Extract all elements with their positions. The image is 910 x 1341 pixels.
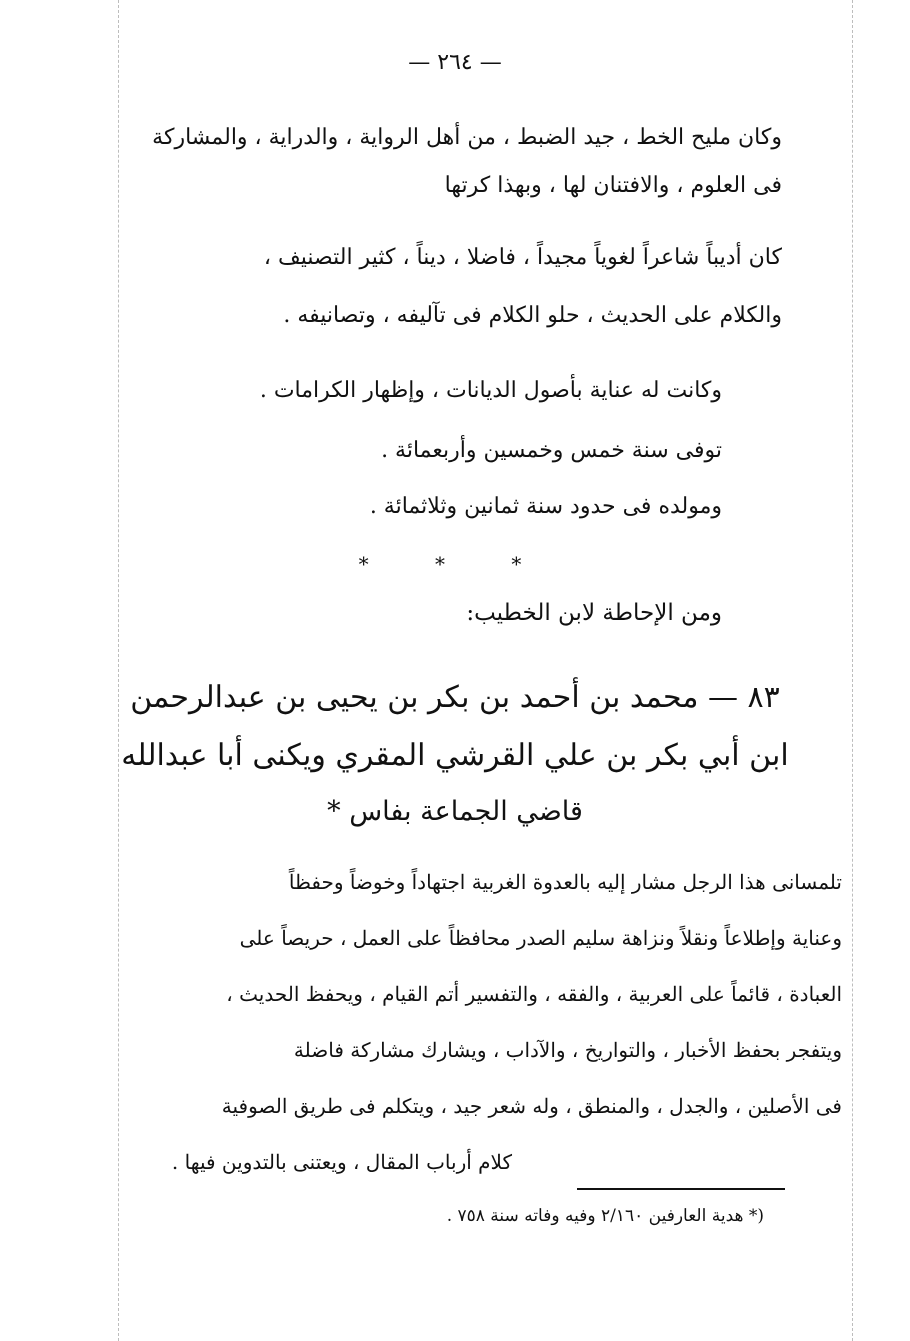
text-line: تلمسانى هذا الرجل مشار إليه بالعدوة الغربية اجتهاداً وخوضاً وحفظاً — [288, 870, 842, 894]
entry-title-line-2: ابن أبي بكر بن علي القرشي المقري ويكنى أبا عبدالله — [121, 738, 789, 773]
text-line: كان أديباً شاعراً لغوياً مجيداً ، فاضلا ، ديناً ، كثير التصنيف ، — [263, 245, 782, 270]
paragraph-death-birth — [162, 378, 722, 528]
text-line: العبادة ، قائماً على العربية ، والفقه ، والتفسير أتم القيام ، ويحفظ الحديث ، — [226, 982, 842, 1006]
entry-title-line-3: قاضي الجماعة بفاس * — [327, 796, 583, 827]
biography-paragraph — [102, 870, 842, 1174]
text-line: فى العلوم ، والافتنان لها ، وبهذا كرتها — [444, 173, 782, 198]
death-date-line: توفى سنة خمس وخمسين وأربعمائة . — [381, 438, 722, 463]
birth-date-line: ومولده فى حدود سنة ثمانين وثلاثمائة . — [369, 494, 722, 519]
text-line: وكانت له عناية بأصول الديانات ، وإظهار الكرامات . — [259, 378, 722, 403]
text-line: ويتفجر بحفظ الأخبار ، والتواريخ ، والآداب ، ويشارك مشاركة فاضلة — [293, 1038, 842, 1062]
text-line: والكلام على الحديث ، حلو الكلام فى تآليفه ، وتصانيفه . — [283, 303, 782, 328]
paragraph-author-description — [102, 245, 782, 345]
text-line: وكان مليح الخط ، جيد الضبط ، من أهل الرواية ، والدراية ، والمشاركة — [152, 125, 782, 150]
text-line: وعناية وإطلاعاً ونقلاً ونزاهة سليم الصدر محافظاً على العمل ، حريصاً على — [239, 926, 842, 950]
page-number: — ٢٦٤ — — [408, 50, 502, 75]
section-separator-stars: * * * — [358, 552, 552, 576]
source-heading — [222, 600, 722, 640]
footnote: (* هدية العارفين ٢/١٦٠ وفيه وفاته سنة ٧٥٨ . — [446, 1206, 764, 1226]
source-heading-text: ومن الإحاطة لابن الخطيب: — [466, 600, 722, 626]
footnote-divider — [577, 1188, 785, 1190]
margin-guide-right — [852, 0, 853, 1341]
text-line: فى الأصلين ، والجدل ، والمنطق ، وله شعر جيد ، ويتكلم فى طريق الصوفية — [221, 1094, 842, 1118]
paragraph-scribe-description — [102, 125, 782, 215]
entry-title-line-1: ٨٣ — محمد بن أحمد بن بكر بن يحيى بن عبدالرحمن — [130, 680, 780, 715]
text-line: كلام أرباب المقال ، ويعتنى بالتدوين فيها . — [171, 1150, 512, 1174]
